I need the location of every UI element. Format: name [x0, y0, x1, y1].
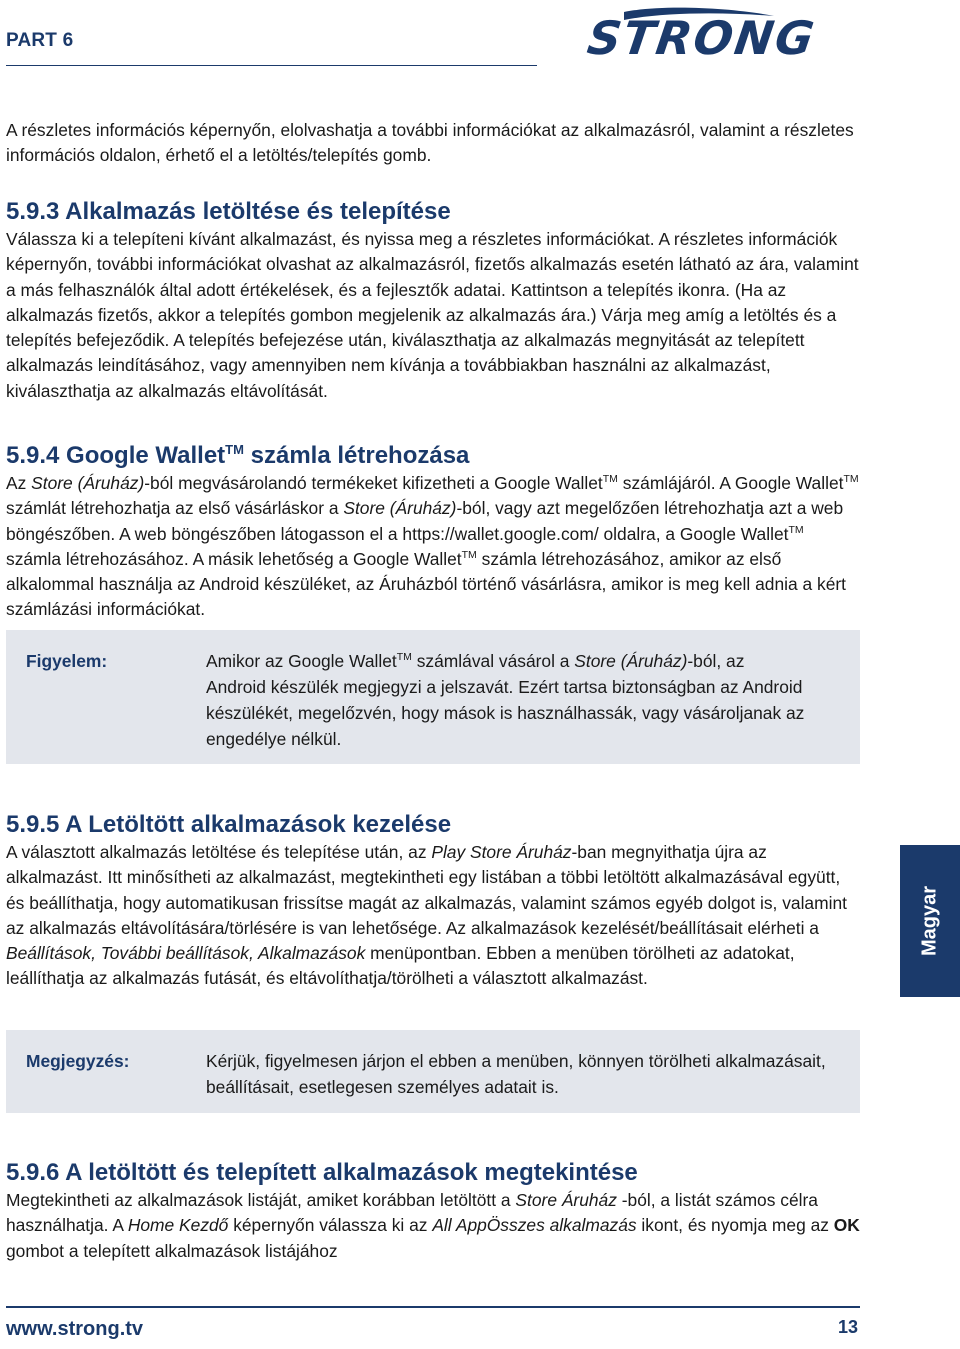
footer-url[interactable]: www.strong.tv — [6, 1318, 144, 1340]
section-594 — [6, 435, 861, 623]
section-593 — [6, 197, 861, 404]
logo-text: STRONG — [584, 11, 820, 65]
note-label: Megjegyzés: — [26, 1051, 130, 1071]
section-593-body: Válassza ki a telepíteni kívánt alkalmazást, és nyissa meg a részletes információkat. A részletes információk képernyőn, további információkat olvashat az alkalmazásról, fizetős alkalmazás esetén látható az ára, valamint a más felhasználók által adott értékelések, és a fejlesztők adatai. Kattintson a telepítés ikonra. (Ha az alkalmazás fizetős, akkor a telepítés gombon megjelenik az alkalmazás ára.) Várja meg amíg a letöltés és a telepítés befejeződik. A telepítés befejezése után, kiválaszthatja az alkalmazás megnyitását az telepített alkalmazás leindításához, vagy amennyiben nem kívánja a továbbiakban használni az alkalmazást, kiválaszthatja az alkalmazás eltávolítását. — [6, 229, 859, 401]
attention-text: Amikor az Google Wallet™ számlával vásárol a Store (Áruház)-ból, az Android készülék megjegyzi a jelszavát. Ezért tartsa biztonságban az Android készülékét, megelőzvén, hogy mások is használhassák, vagy vásároljanak az engedélye nélkül. — [206, 651, 805, 749]
section-596 — [6, 1158, 861, 1264]
note-box — [6, 1030, 860, 1113]
language-side-tab-label: Magyar — [918, 885, 941, 957]
section-593-heading: 5.9.3 Alkalmazás letöltése és telepítése — [6, 198, 451, 225]
section-595-heading: 5.9.5 A Letöltött alkalmazások kezelése — [6, 811, 452, 838]
page-number: 13 — [838, 1317, 859, 1337]
attention-box — [6, 630, 860, 764]
header-rule — [6, 65, 537, 66]
section-594-body: Az Store (Áruház)-ból megvásárolandó termékeket kifizetheti a Google Wallet™ számlájáról. A Google Wallet™ számlát létrehozhatja az első vásárláskor a Store (Áruház)-ból, vagy azt megelőzően létrehozhatja azt a web böngészőben. A web böngészőben látogasson el a https://wallet.google.com/ oldalra, a Google Wallet™ számla létrehozásához. A másik lehetőség a Google Wallet™ számla létrehozásához, amikor az első alkalommal használja az Android készüléket, az Áruházból történő vásárlásra, amikor is meg kell adnia a kért számlázási információkat. — [6, 473, 859, 620]
section-595-body: A választott alkalmazás letöltése és telepítése után, az Play Store Áruház-ban megnyithatja újra az alkalmazást. Itt minősítheti az alkalmazást, megtekintheti egy listában a többi letöltött alkalmazásával együtt, és beállíthatja, hogy automatikusan frissítse magát az alkalmazás, valamint számos egyéb dolgot is, valamint az alkalmazás eltávolítására/törlésére is van lehetősége. Az alkalmazások kezelését/beállításait elérheti a Beállítások, További beállítások, Alkalmazások menüpontban. Ebben a menüben törölheti az adatokat, leállíthatja az alkalmazás futását, és eltávolíthatja/törölheti a választott alkalmazást. — [6, 842, 847, 989]
attention-label: Figyelem: — [26, 651, 108, 671]
section-595 — [6, 810, 861, 992]
section-596-heading: 5.9.6 A letöltött és telepített alkalmazások megtekintése — [6, 1159, 638, 1186]
intro-section — [6, 118, 861, 169]
part-label: PART 6 — [6, 30, 74, 51]
note-text: Kérjük, figyelmesen járjon el ebben a menüben, könnyen törölheti alkalmazásait, beállításait, esetlegesen személyes adatait is. — [206, 1051, 826, 1097]
section-596-body: Megtekintheti az alkalmazások listáját, amiket korábban letöltött a Store Áruház -ból, a listát számos célra használhatja. A Home Kezdő képernyőn válassza ki az All AppÖsszes alkalmazás ikont, és nyomja meg az OK gombot a telepített alkalmazások listájához — [6, 1190, 860, 1261]
footer-rule — [6, 1306, 860, 1308]
section-594-heading: 5.9.4 Google Wallet™ számla létrehozása — [6, 442, 470, 469]
language-side-tab — [900, 845, 960, 997]
intro-paragraph: A részletes információs képernyőn, elolvashatja a további információkat az alkalmazásról, valamint a részletes információs oldalon, érhető el a letöltés/telepítés gomb. — [6, 120, 854, 166]
strong-logo — [584, 6, 860, 65]
